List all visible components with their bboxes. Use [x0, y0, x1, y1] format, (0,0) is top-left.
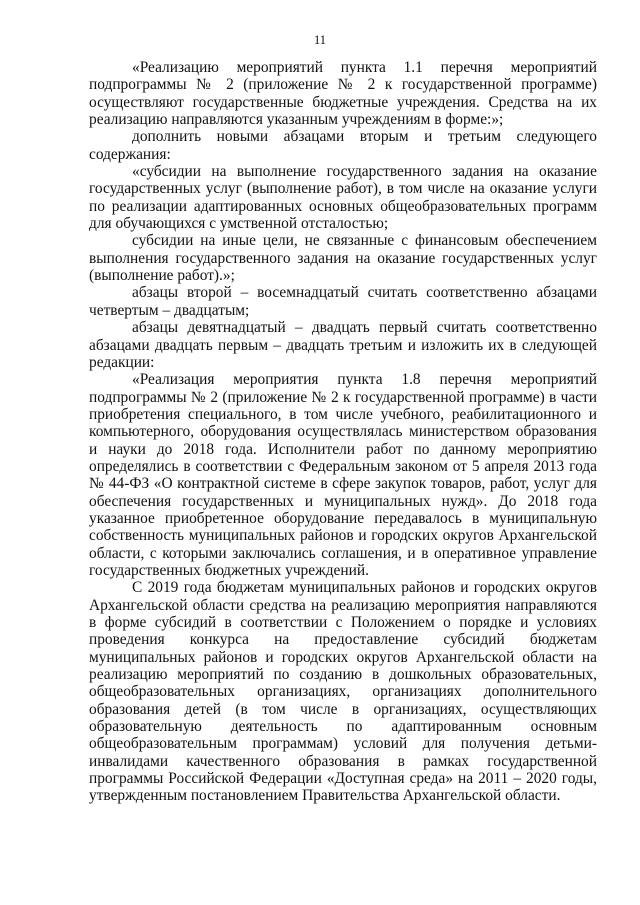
page-number: 11: [313, 33, 327, 47]
paragraph-8: С 2019 года бюджетам муниципальных районов и городских округов Архангельской области средства на реализацию мероприятия направляются в форме субсидий в соответствии с Положением о порядке и условиях проведения конкурса на предоставление субсидий бюджетам муниципальных районов и городских округов Архангельской области на реализацию мероприятий по созданию в дошкольных образовательных, общеобразовательных организациях, организациях дополнительного образования детей (в том числе в организациях, осуществляющих образовательную деятельность по адаптированным основным общеобразовательным программам) условий для получения детьми-инвалидами качественного образования в рамках государственной программы Российской Федерации «Доступная среда» на 2011 – 2020 годы, утвержденным постановлением Правительства Архангельской области.: [89, 579, 597, 805]
paragraph-4: субсидии на иные цели, не связанные с финансовым обеспечением выполнения государственного задания на оказание государственных услуг (выполнение работ).»;: [89, 232, 597, 285]
paragraph-7: «Реализация мероприятия пункта 1.8 перечня мероприятий подпрограммы № 2 (приложение № 2 к государственной программе) в части приобретения специального, в том числе учебного, реабилитационного и компьютерного, оборудования осуществлялась министерством образования и науки до 2018 года. Исполнители работ по данному мероприятию определялись в соответствии с Федеральным законом от 5 апреля 2013 года № 44-ФЗ «О контрактной системе в сфере закупок товаров, работ, услуг для обеспечения государственных и муниципальных нужд». До 2018 года указанное приобретенное оборудование передавалось в муниципальную собственность муниципальных районов и городских округов Архангельской области, с которыми заключались соглашения, и в оперативное управление государственных бюджетных учреждений.: [89, 371, 597, 579]
document-body: [89, 59, 597, 805]
paragraph-2: дополнить новыми абзацами вторым и третьим следующего содержания:: [89, 128, 597, 163]
paragraph-6: абзацы девятнадцатый – двадцать первый считать соответственно абзацами двадцать первым – двадцать третьим и изложить их в следующей редакции:: [89, 319, 597, 371]
paragraph-1: «Реализацию мероприятий пункта 1.1 перечня мероприятий подпрограммы № 2 (приложение № 2 к государственной программе) осуществляют государственные бюджетные учреждения. Средства на их реализацию направляются указанным учреждениям в форме:»;: [89, 59, 597, 129]
paragraph-3: «субсидии на выполнение государственного задания на оказание государственных услуг (выполнение работ), в том числе на оказание услуги по реализации адаптированных основных общеобразовательных программ для обучающихся с умственной отсталостью;: [89, 163, 597, 233]
paragraph-5: абзацы второй – восемнадцатый считать соответственно абзацами четвертым – двадцатым;: [89, 284, 597, 319]
